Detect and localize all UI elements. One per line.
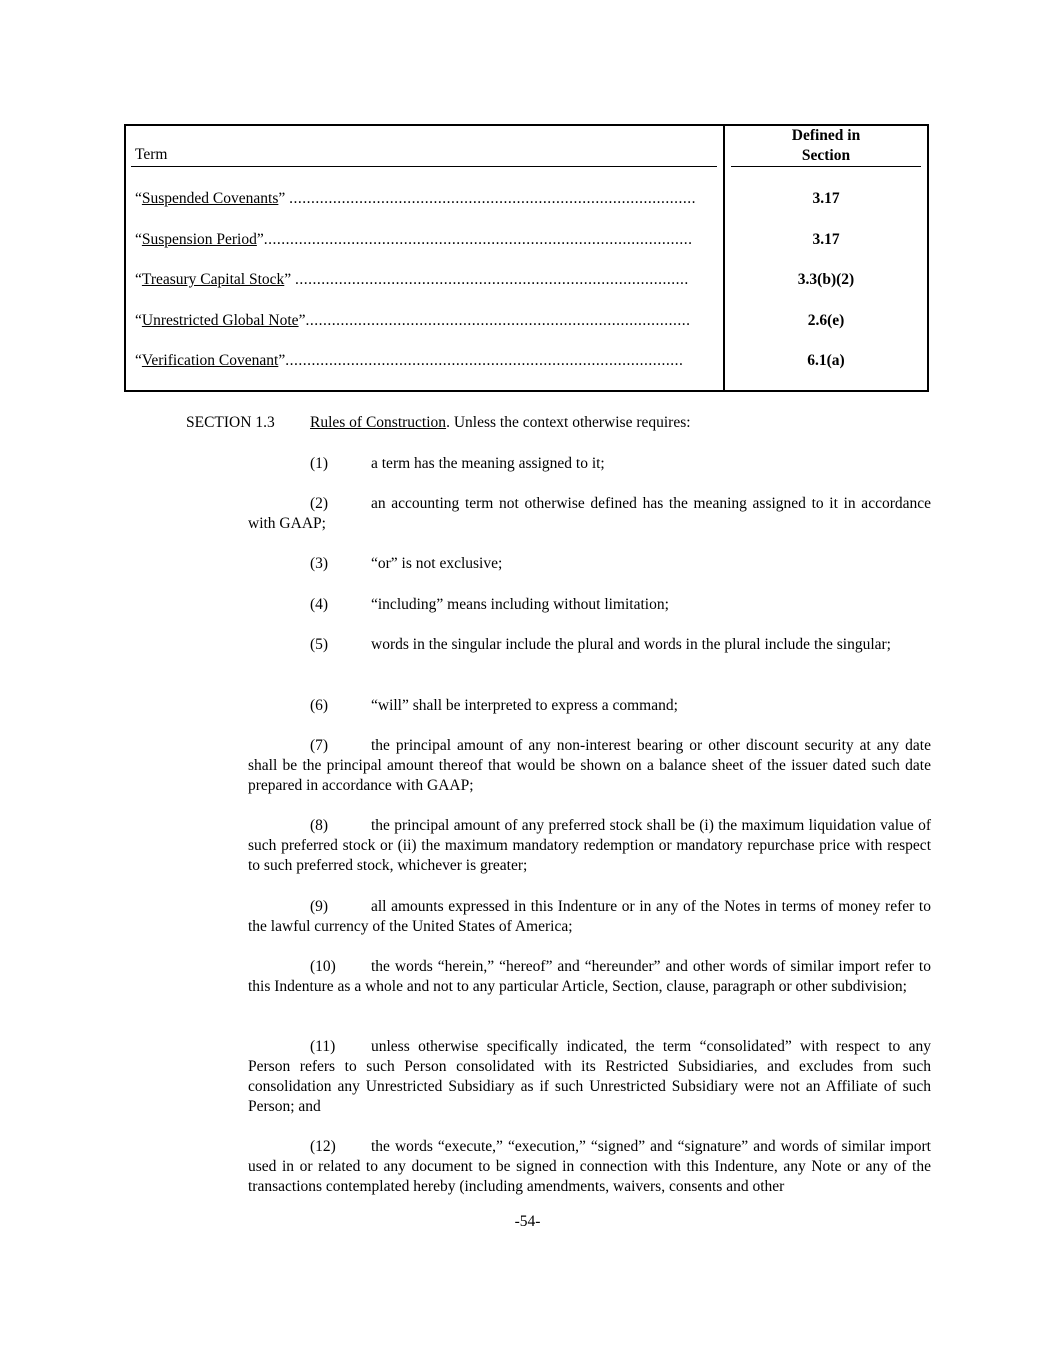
list-item: (6) “will” shall be interpreted to express a command; xyxy=(310,697,678,714)
page-number: -54- xyxy=(514,1213,541,1230)
section-intro: . Unless the context otherwise requires: xyxy=(446,414,691,431)
list-item: (10) the words “herein,” “hereof” and “hereunder” and other words of similar import refer to this Indenture as a whole and not to any particular Article, Section, clause, paragraph or other subdivision; xyxy=(248,958,931,995)
list-item: (1) a term has the meaning assigned to it; xyxy=(310,455,605,472)
list-item: (4) “including” means including without limitation; xyxy=(310,596,669,613)
list-item: (2) an accounting term not otherwise defined has the meaning assigned to it in accordance with GAAP; xyxy=(248,495,931,532)
term-header-rule xyxy=(131,166,717,167)
section-heading xyxy=(186,413,691,433)
table-row-section: 3.17 xyxy=(812,231,840,248)
list-item: (5) words in the singular include the plural and words in the plural include the singular; xyxy=(310,636,891,653)
term-column-header: Term xyxy=(135,146,168,163)
list-item: (11) unless otherwise specifically indicated, the term “consolidated” with respect to any Person refers to such Person consolidated with its Restricted Subsidiaries, and excludes from such consolidation any Unrestricted Subsidiary as if such Unrestricted Subsidiary were not an Affiliate of such Person; and xyxy=(248,1038,931,1115)
list-item: (3) “or” is not exclusive; xyxy=(310,555,503,572)
table-row-term: “Suspended Covenants” ............................................................................................. xyxy=(135,190,697,207)
section-header-rule xyxy=(731,166,921,167)
list-item: (8) the principal amount of any preferred stock shall be (i) the maximum liquidation value of such preferred stock or (ii) the maximum mandatory redemption or mandatory repurchase price with respect to such preferred stock, whichever is greater; xyxy=(248,817,931,874)
table-row-section: 3.17 xyxy=(812,190,840,207)
list-item: (12) the words “execute,” “execution,” “signed” and “signature” and words of similar import used in or related to any document to be signed in connection with this Indenture, any Note or any of the transactions contemplated hereby (including amendments, waivers, consents and other xyxy=(248,1138,931,1195)
table-row-term: “Suspension Period”.................................................................................................. xyxy=(135,231,693,248)
table-row-term: “Verification Covenant”........................................................................................... xyxy=(135,352,684,369)
table-row-term: “Unrestricted Global Note”........................................................................................ xyxy=(135,312,691,329)
table-row-section: 6.1(a) xyxy=(807,352,845,369)
table-row-section: 2.6(e) xyxy=(807,312,845,329)
list-item: (7) the principal amount of any non-interest bearing or other discount security at any date shall be the principal amount thereof that would be shown on a balance sheet of the issuer dated such date prepared in accordance with GAAP; xyxy=(248,737,931,794)
column-divider xyxy=(723,124,725,392)
list-item: (9) all amounts expressed in this Indenture or in any of the Notes in terms of money refer to the lawful currency of the United States of America; xyxy=(248,898,931,935)
section-column-header: Defined in Section xyxy=(791,127,861,164)
section-title: Rules of Construction xyxy=(310,414,447,431)
table-row-term: “Treasury Capital Stock” .......................................................................................... xyxy=(135,271,689,288)
section-number: SECTION 1.3 xyxy=(186,414,275,431)
table-row-section: 3.3(b)(2) xyxy=(797,271,855,288)
